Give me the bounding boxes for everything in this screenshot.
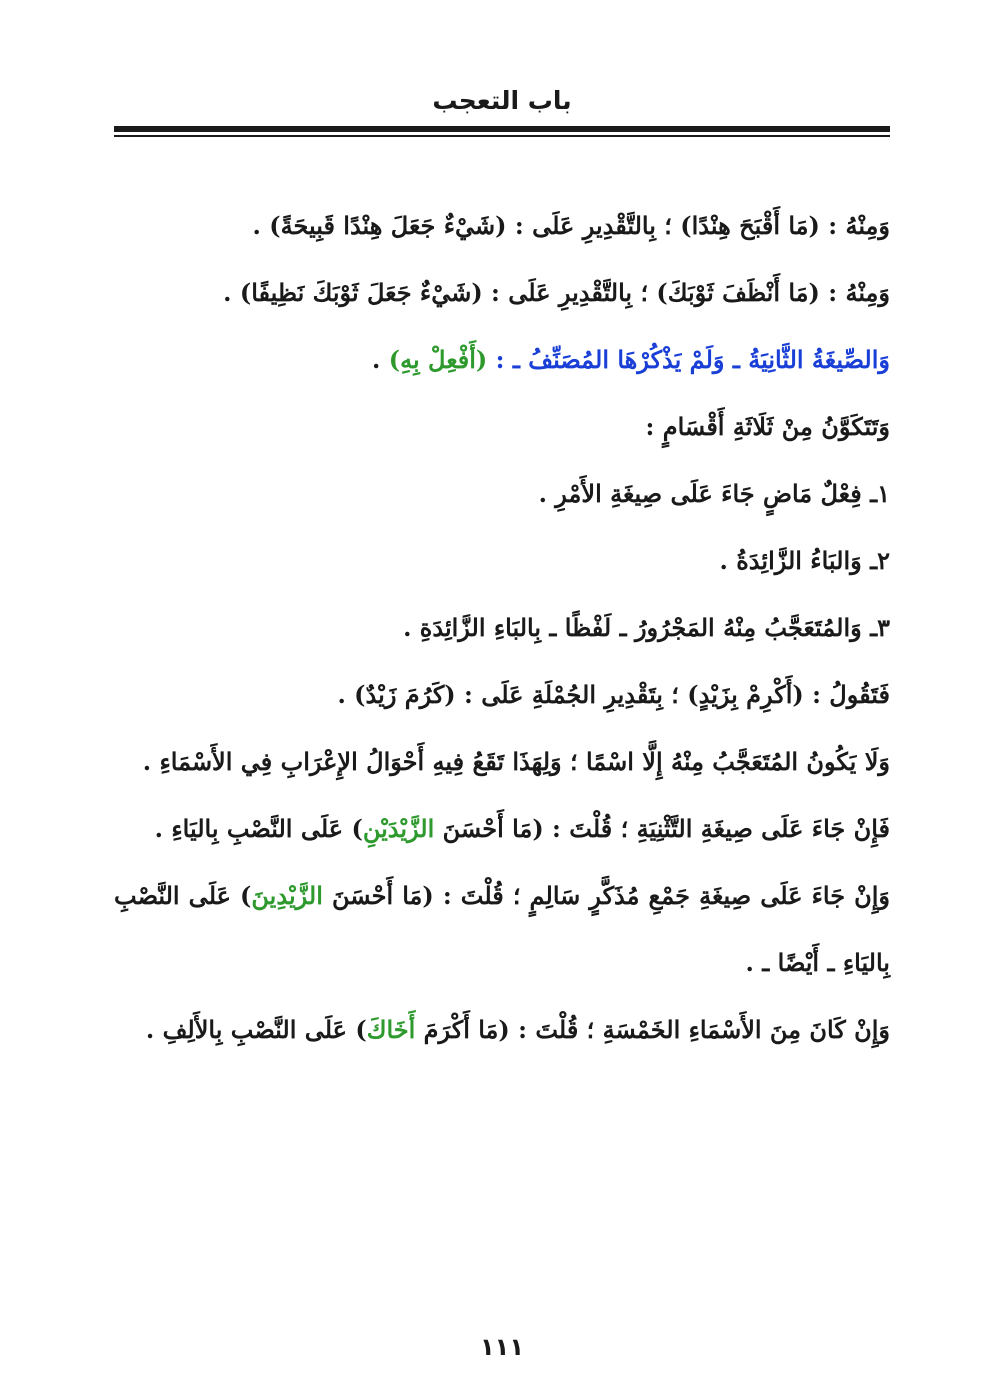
paragraph-end: ) عَلَى النَّصْبِ بِاليَاءِ .	[154, 814, 363, 843]
paragraph-6: وَلَا يَكُونُ المُتَعَجَّبُ مِنْهُ إِلَّا اسْمًا ؛ وَلِهَذَا تَقَعُ فِيهِ أَحْوَالُ الإِعْرَابِ فِي الأَسْمَاءِ .	[142, 747, 890, 776]
paragraph-1: وَمِنْهُ : (مَا أَقْبَحَ هِنْدًا) ؛ بِالتَّقْدِيرِ عَلَى : (شَيْءٌ جَعَلَ هِنْدًا قَبِيحَةً) .	[252, 211, 890, 240]
header-rule-thin	[114, 135, 890, 137]
paragraph-9	[114, 996, 890, 1063]
green-word: أَخَاكَ	[366, 1015, 416, 1044]
paragraph-2: وَمِنْهُ : (مَا أَنْظَفَ ثَوْبَكَ) ؛ بِالتَّقْدِيرِ عَلَى : (شَيْءٌ جَعَلَ ثَوْبَكَ نَظِيفًا) .	[223, 278, 890, 307]
list-item-2: ٢ـ وَالبَاءُ الزَّائِدَةُ .	[719, 546, 890, 575]
blue-phrase: وَالصِّيغَةُ الثَّانِيَةُ ـ وَلَمْ يَذْكُرْهَا المُصَنِّفُ ـ :	[495, 345, 890, 374]
paragraph-end: ) عَلَى النَّصْبِ بِالأَلِفِ .	[145, 1015, 367, 1044]
paragraph-3	[114, 326, 890, 393]
paragraph-5: فَتَقُولُ : (أَكْرِمْ بِزَيْدٍ) ؛ بِتَقْدِيرِ الجُمْلَةِ عَلَى : (كَرُمَ زَيْدٌ) .	[337, 680, 890, 709]
paragraph-4: وَتَتَكَوَّنُ مِنْ ثَلَاثَةِ أَقْسَامٍ :	[645, 412, 890, 441]
page-number: ١١١	[480, 1333, 524, 1361]
green-word: الزَّيْدِينَ	[251, 881, 323, 910]
paragraph-end: ) عَلَى النَّصْبِ بِاليَاءِ ـ أَيْضًا ـ .	[114, 881, 890, 977]
paragraph-8	[114, 862, 890, 996]
paragraph-start: وَإِنْ كَانَ مِنَ الأَسْمَاءِ الخَمْسَةِ ؛ قُلْتَ : (مَا أَكْرَمَ	[415, 1015, 890, 1044]
paragraph-end: .	[372, 345, 389, 374]
green-word: الزَّيْدَيْنِ	[362, 814, 435, 843]
page-body	[114, 192, 890, 1063]
paragraph-start: فَإِنْ جَاءَ عَلَى صِيغَةِ التَّثْنِيَةِ ؛ قُلْتَ : (مَا أَحْسَنَ	[434, 814, 890, 843]
header-rule-thick	[114, 126, 890, 132]
paragraph-7	[114, 795, 890, 862]
green-phrase: (أَفْعِلْ بِهِ)	[388, 345, 488, 374]
page-header-title: باب التعجب	[432, 86, 572, 115]
list-item-1: ١ـ فِعْلٌ مَاضٍ جَاءَ عَلَى صِيغَةِ الأَمْرِ .	[538, 479, 890, 508]
paragraph-start: وَإِنْ جَاءَ عَلَى صِيغَةِ جَمْعِ مُذَكَّرٍ سَالِمٍ ؛ قُلْتَ : (مَا أَحْسَنَ	[322, 881, 891, 910]
list-item-3: ٣ـ وَالمُتَعَجَّبُ مِنْهُ المَجْرُورُ ـ لَفْظًا ـ بِالبَاءِ الزَّائِدَةِ .	[403, 613, 890, 642]
